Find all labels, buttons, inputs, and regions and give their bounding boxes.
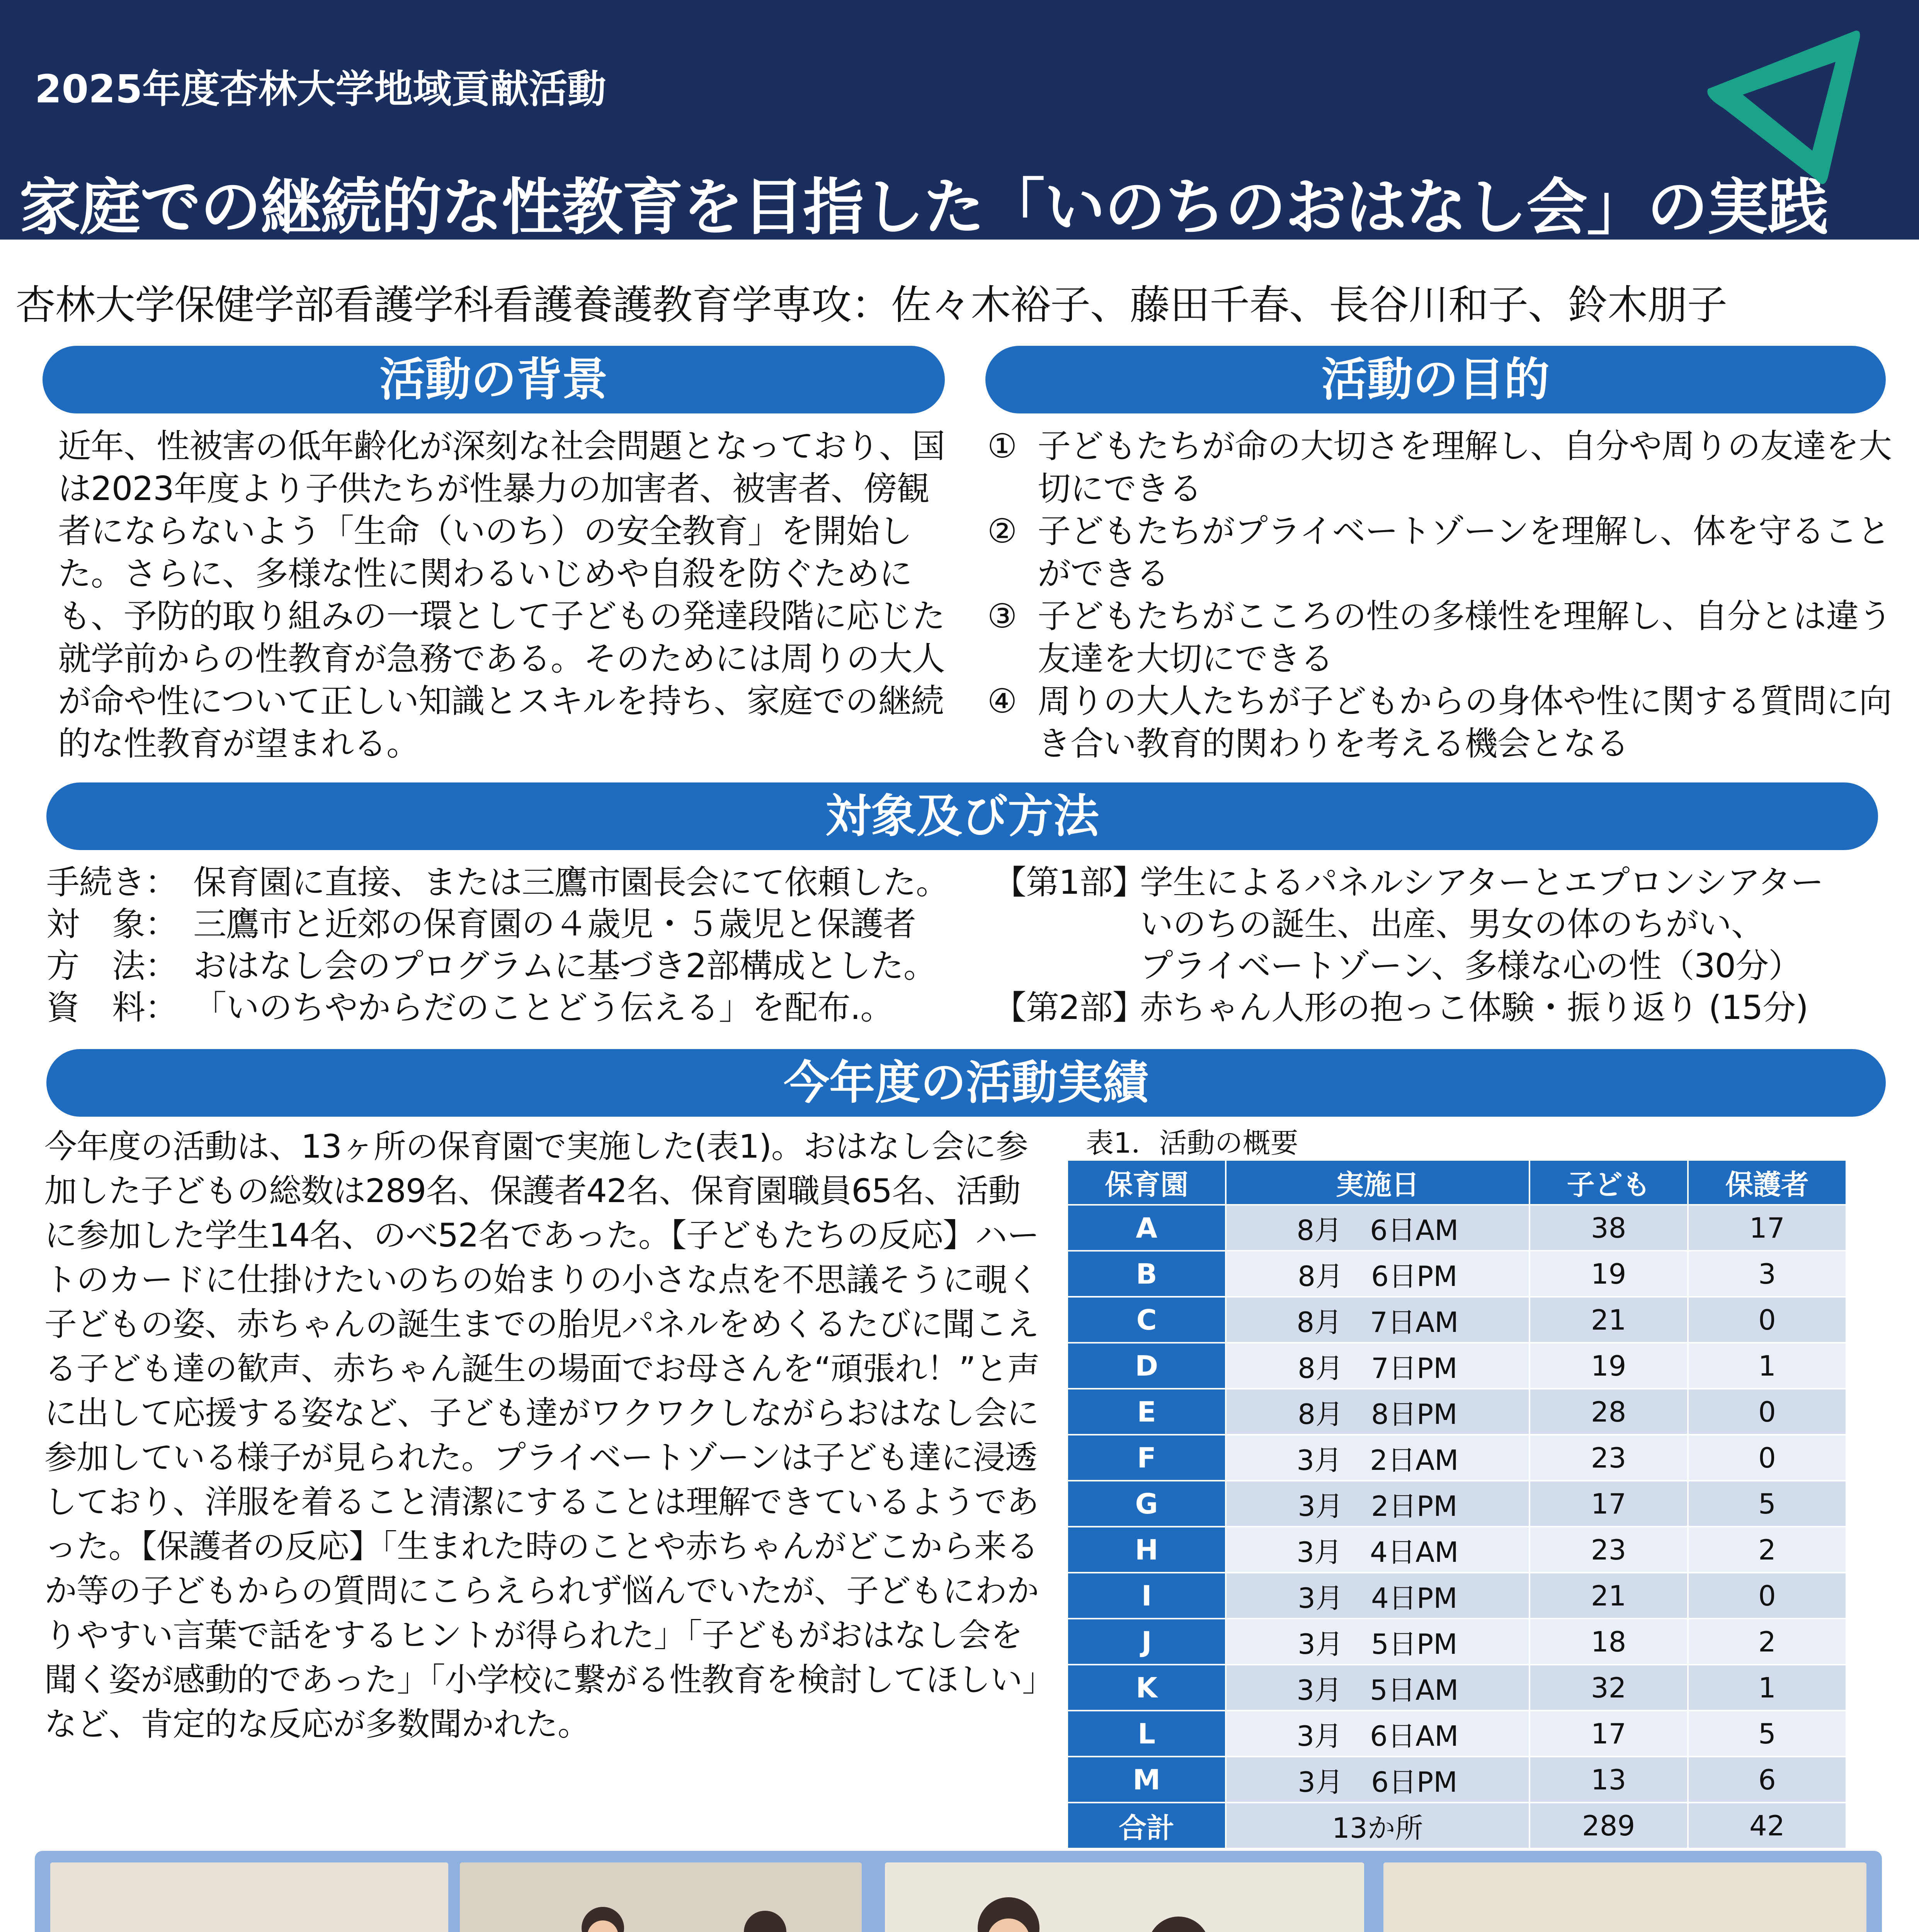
date-cell: 8月 6日PM — [1226, 1251, 1529, 1297]
total-label: 合計 — [1067, 1803, 1226, 1849]
purpose-item — [987, 425, 1892, 510]
method-row — [46, 862, 993, 903]
parents-cell: 17 — [1688, 1205, 1846, 1251]
facility-cell: C — [1067, 1297, 1226, 1343]
purpose-number: ③ — [987, 597, 1017, 636]
purpose-text: 子どもたちが命の大切さを理解し、自分や周りの友達を大切にできる — [1038, 427, 1892, 508]
section-heading-background: 活動の背景 — [43, 346, 945, 413]
org-line: 2025年度杏林大学地域貢献活動 — [35, 66, 606, 112]
parents-cell: 2 — [1688, 1527, 1846, 1573]
table-row — [1067, 1205, 1846, 1251]
methods-left — [46, 862, 993, 1029]
parents-cell: 3 — [1688, 1251, 1846, 1297]
table-row — [1067, 1297, 1846, 1343]
parents-cell: 0 — [1688, 1389, 1846, 1435]
date-cell: 3月 4日PM — [1226, 1573, 1529, 1619]
children-cell: 23 — [1529, 1527, 1688, 1573]
method-row — [46, 987, 993, 1029]
children-cell: 21 — [1529, 1573, 1688, 1619]
table-row — [1067, 1389, 1846, 1435]
facility-cell: G — [1067, 1481, 1226, 1527]
children-cell: 18 — [1529, 1619, 1688, 1665]
table-header-cell: 子ども — [1529, 1160, 1688, 1205]
photo-apron-theater — [885, 1862, 1364, 1932]
table-row — [1067, 1711, 1846, 1757]
results-paragraph: 今年度の活動は、13ヶ所の保育園で実施した(表1)。おはなし会に参加した子どもの総数は289名、保護者42名、保育園職員65名、活動に参加した学生14名、のべ52名であった。【子どもたちの反応】ハートのカードに仕掛けたいのちの始まりの小さな点を不思議そうに覗く子どもの姿、赤ちゃんの誕生までの胎児パネルをめくるたびに聞こえる子ども達の歓声、赤ちゃん誕生の場面でお母さんを“頑張れ！”と声に出して応援する姿など、子ども達がワクワクしながらおはなし会に参加している様子が見られた。プライベートゾーンは子ども達に浸透しており、洋服を着ること清潔にすることは理解できているようであった。【保護者の反応】「生まれた時のことや赤ちゃんがどこから来るか等の子どもからの質問にこらえられず悩んでいたが、子どもにわかりやすい言葉で話をするヒントが得られた」「子どもがおはなし会を聞く姿が感動的であった」「小学校に繋がる性教育を検討してほしい」など、肯定的な反応が多数聞かれた。 — [44, 1128, 1040, 1743]
purpose-text: 周りの大人たちが子どもからの身体や性に関する質問に向き合い教育的関わりを考える機会となる — [1038, 682, 1892, 763]
method-value: 三鷹市と近郊の保育園の４歳児・５歳児と保護者 — [193, 905, 916, 944]
date-cell: 8月 7日AM — [1226, 1297, 1529, 1343]
table-header-cell: 保護者 — [1688, 1160, 1846, 1205]
part1-line: プライベートゾーン、多様な心の性（30分） — [1140, 947, 1802, 985]
children-cell: 19 — [1529, 1343, 1688, 1389]
table-row — [1067, 1665, 1846, 1711]
parents-cell: 6 — [1688, 1757, 1846, 1803]
parents-cell: 5 — [1688, 1711, 1846, 1757]
university-logo-icon — [1700, 23, 1863, 193]
table-total-row — [1067, 1803, 1846, 1849]
facility-cell: D — [1067, 1343, 1226, 1389]
program-part2 — [993, 987, 1913, 1029]
date-cell: 3月 5日PM — [1226, 1619, 1529, 1665]
purpose-item — [987, 680, 1892, 765]
children-cell: 21 — [1529, 1297, 1688, 1343]
table-header-cell: 保育園 — [1067, 1160, 1226, 1205]
date-cell: 3月 5日AM — [1226, 1665, 1529, 1711]
facility-cell: A — [1067, 1205, 1226, 1251]
parents-cell: 1 — [1688, 1343, 1846, 1389]
total-children: 289 — [1529, 1803, 1688, 1849]
children-cell: 17 — [1529, 1711, 1688, 1757]
method-value: おはなし会のプログラムに基づき2部構成とした。 — [193, 947, 936, 985]
section-heading-purpose: 活動の目的 — [985, 346, 1886, 413]
facility-cell: H — [1067, 1527, 1226, 1573]
photo-children-audience — [50, 1862, 448, 1932]
part1-line: 学生によるパネルシアターとエプロンシアター — [1140, 863, 1824, 902]
section-heading-methods: 対象及び方法 — [46, 782, 1878, 850]
children-cell: 38 — [1529, 1205, 1688, 1251]
photo-baby-dolls — [1383, 1862, 1866, 1932]
method-row — [46, 903, 993, 945]
purpose-text: 子どもたちがプライベートゾーンを理解し、体を守ることができる — [1038, 512, 1890, 593]
table-row — [1067, 1435, 1846, 1481]
date-cell: 3月 6日AM — [1226, 1711, 1529, 1757]
parents-cell: 2 — [1688, 1619, 1846, 1665]
date-cell: 3月 4日AM — [1226, 1527, 1529, 1573]
part1-line: いのちの誕生、出産、男女の体のちがい、 — [1140, 905, 1764, 944]
table-caption: 表1．活動の概要 — [1086, 1127, 1298, 1159]
table-row — [1067, 1619, 1846, 1665]
purpose-number: ② — [987, 512, 1017, 551]
children-cell: 23 — [1529, 1435, 1688, 1481]
parents-cell: 1 — [1688, 1665, 1846, 1711]
part1-label: 【第1部】 — [993, 863, 1145, 902]
method-label: 方 法： — [46, 947, 178, 985]
date-cell: 3月 2日PM — [1226, 1481, 1529, 1527]
purpose-item — [987, 595, 1892, 680]
authors-line: 杏林大学保健学部看護学科看護養護教育学専攻：佐々木裕子、藤田千春、長谷川和子、鈴木朋子 — [15, 281, 1727, 328]
activity-table — [1067, 1159, 1847, 1849]
purpose-list — [987, 425, 1892, 765]
photo-panel-theater — [460, 1862, 862, 1932]
parents-cell: 0 — [1688, 1297, 1846, 1343]
part2-text: 赤ちゃん人形の抱っこ体験・振り返り (15分) — [1140, 988, 1808, 1027]
table-header-cell: 実施日 — [1226, 1160, 1529, 1205]
parents-cell: 0 — [1688, 1573, 1846, 1619]
table-row — [1067, 1527, 1846, 1573]
total-parents: 42 — [1688, 1803, 1846, 1849]
table-body — [1067, 1205, 1846, 1803]
children-cell: 17 — [1529, 1481, 1688, 1527]
table-header-row — [1067, 1160, 1846, 1205]
table-row — [1067, 1481, 1846, 1527]
date-cell: 3月 2日AM — [1226, 1435, 1529, 1481]
parents-cell: 5 — [1688, 1481, 1846, 1527]
facility-cell: E — [1067, 1389, 1226, 1435]
purpose-number: ① — [987, 427, 1017, 466]
purpose-list-wrap — [987, 425, 1892, 765]
facility-cell: I — [1067, 1573, 1226, 1619]
date-cell: 8月 7日PM — [1226, 1343, 1529, 1389]
facility-cell: L — [1067, 1711, 1226, 1757]
facility-cell: B — [1067, 1251, 1226, 1297]
background-paragraph: 近年、性被害の低年齢化が深刻な社会問題となっており、国は2023年度より子供たちが性暴力の加害者、被害者、傍観者にならないよう「生命（いのち）の安全教育」を開始した。さらに、多様な性に関わるいじめや自殺を防ぐためにも、予防的取り組みの一環として子どもの発達段階に応じた就学前からの性教育が急務である。そのためには周りの大人が命や性について正しい知識とスキルを持ち、家庭での継続的な性教育が望まれる。 — [58, 427, 945, 763]
background-text — [58, 425, 954, 765]
method-label: 資 料： — [46, 988, 178, 1027]
header-band — [0, 0, 1919, 243]
date-cell: 3月 6日PM — [1226, 1757, 1529, 1803]
program-part1 — [993, 862, 1913, 903]
children-cell: 28 — [1529, 1389, 1688, 1435]
section-heading-results: 今年度の活動実績 — [46, 1049, 1886, 1117]
date-cell: 8月 6日AM — [1226, 1205, 1529, 1251]
method-label: 手続き： — [46, 863, 178, 902]
facility-cell: J — [1067, 1619, 1226, 1665]
facility-cell: K — [1067, 1665, 1226, 1711]
method-value: 「いのちやからだのことどう伝える」を配布.。 — [193, 988, 893, 1027]
poster-title: 家庭での継続的な性教育を目指した「いのちのおはなし会」の実践 — [19, 172, 1828, 243]
table-row — [1067, 1573, 1846, 1619]
table-row — [1067, 1343, 1846, 1389]
method-value: 保育園に直接、または三鷹市園長会にて依頼した。 — [193, 863, 949, 902]
date-cell: 8月 8日PM — [1226, 1389, 1529, 1435]
methods-right — [993, 862, 1913, 1029]
purpose-text: 子どもたちがこころの性の多様性を理解し、自分とは違う友達を大切にできる — [1038, 597, 1892, 678]
children-cell: 32 — [1529, 1665, 1688, 1711]
total-facilities: 13か所 — [1226, 1803, 1529, 1849]
facility-cell: M — [1067, 1757, 1226, 1803]
part2-label: 【第2部】 — [993, 988, 1145, 1027]
parents-cell: 0 — [1688, 1435, 1846, 1481]
results-text — [44, 1124, 1045, 1747]
table-row — [1067, 1757, 1846, 1803]
children-cell: 13 — [1529, 1757, 1688, 1803]
facility-cell: F — [1067, 1435, 1226, 1481]
purpose-item — [987, 510, 1892, 595]
method-label: 対 象： — [46, 905, 178, 944]
method-row — [46, 945, 993, 987]
children-cell: 19 — [1529, 1251, 1688, 1297]
table-row — [1067, 1251, 1846, 1297]
purpose-number: ④ — [987, 682, 1017, 721]
